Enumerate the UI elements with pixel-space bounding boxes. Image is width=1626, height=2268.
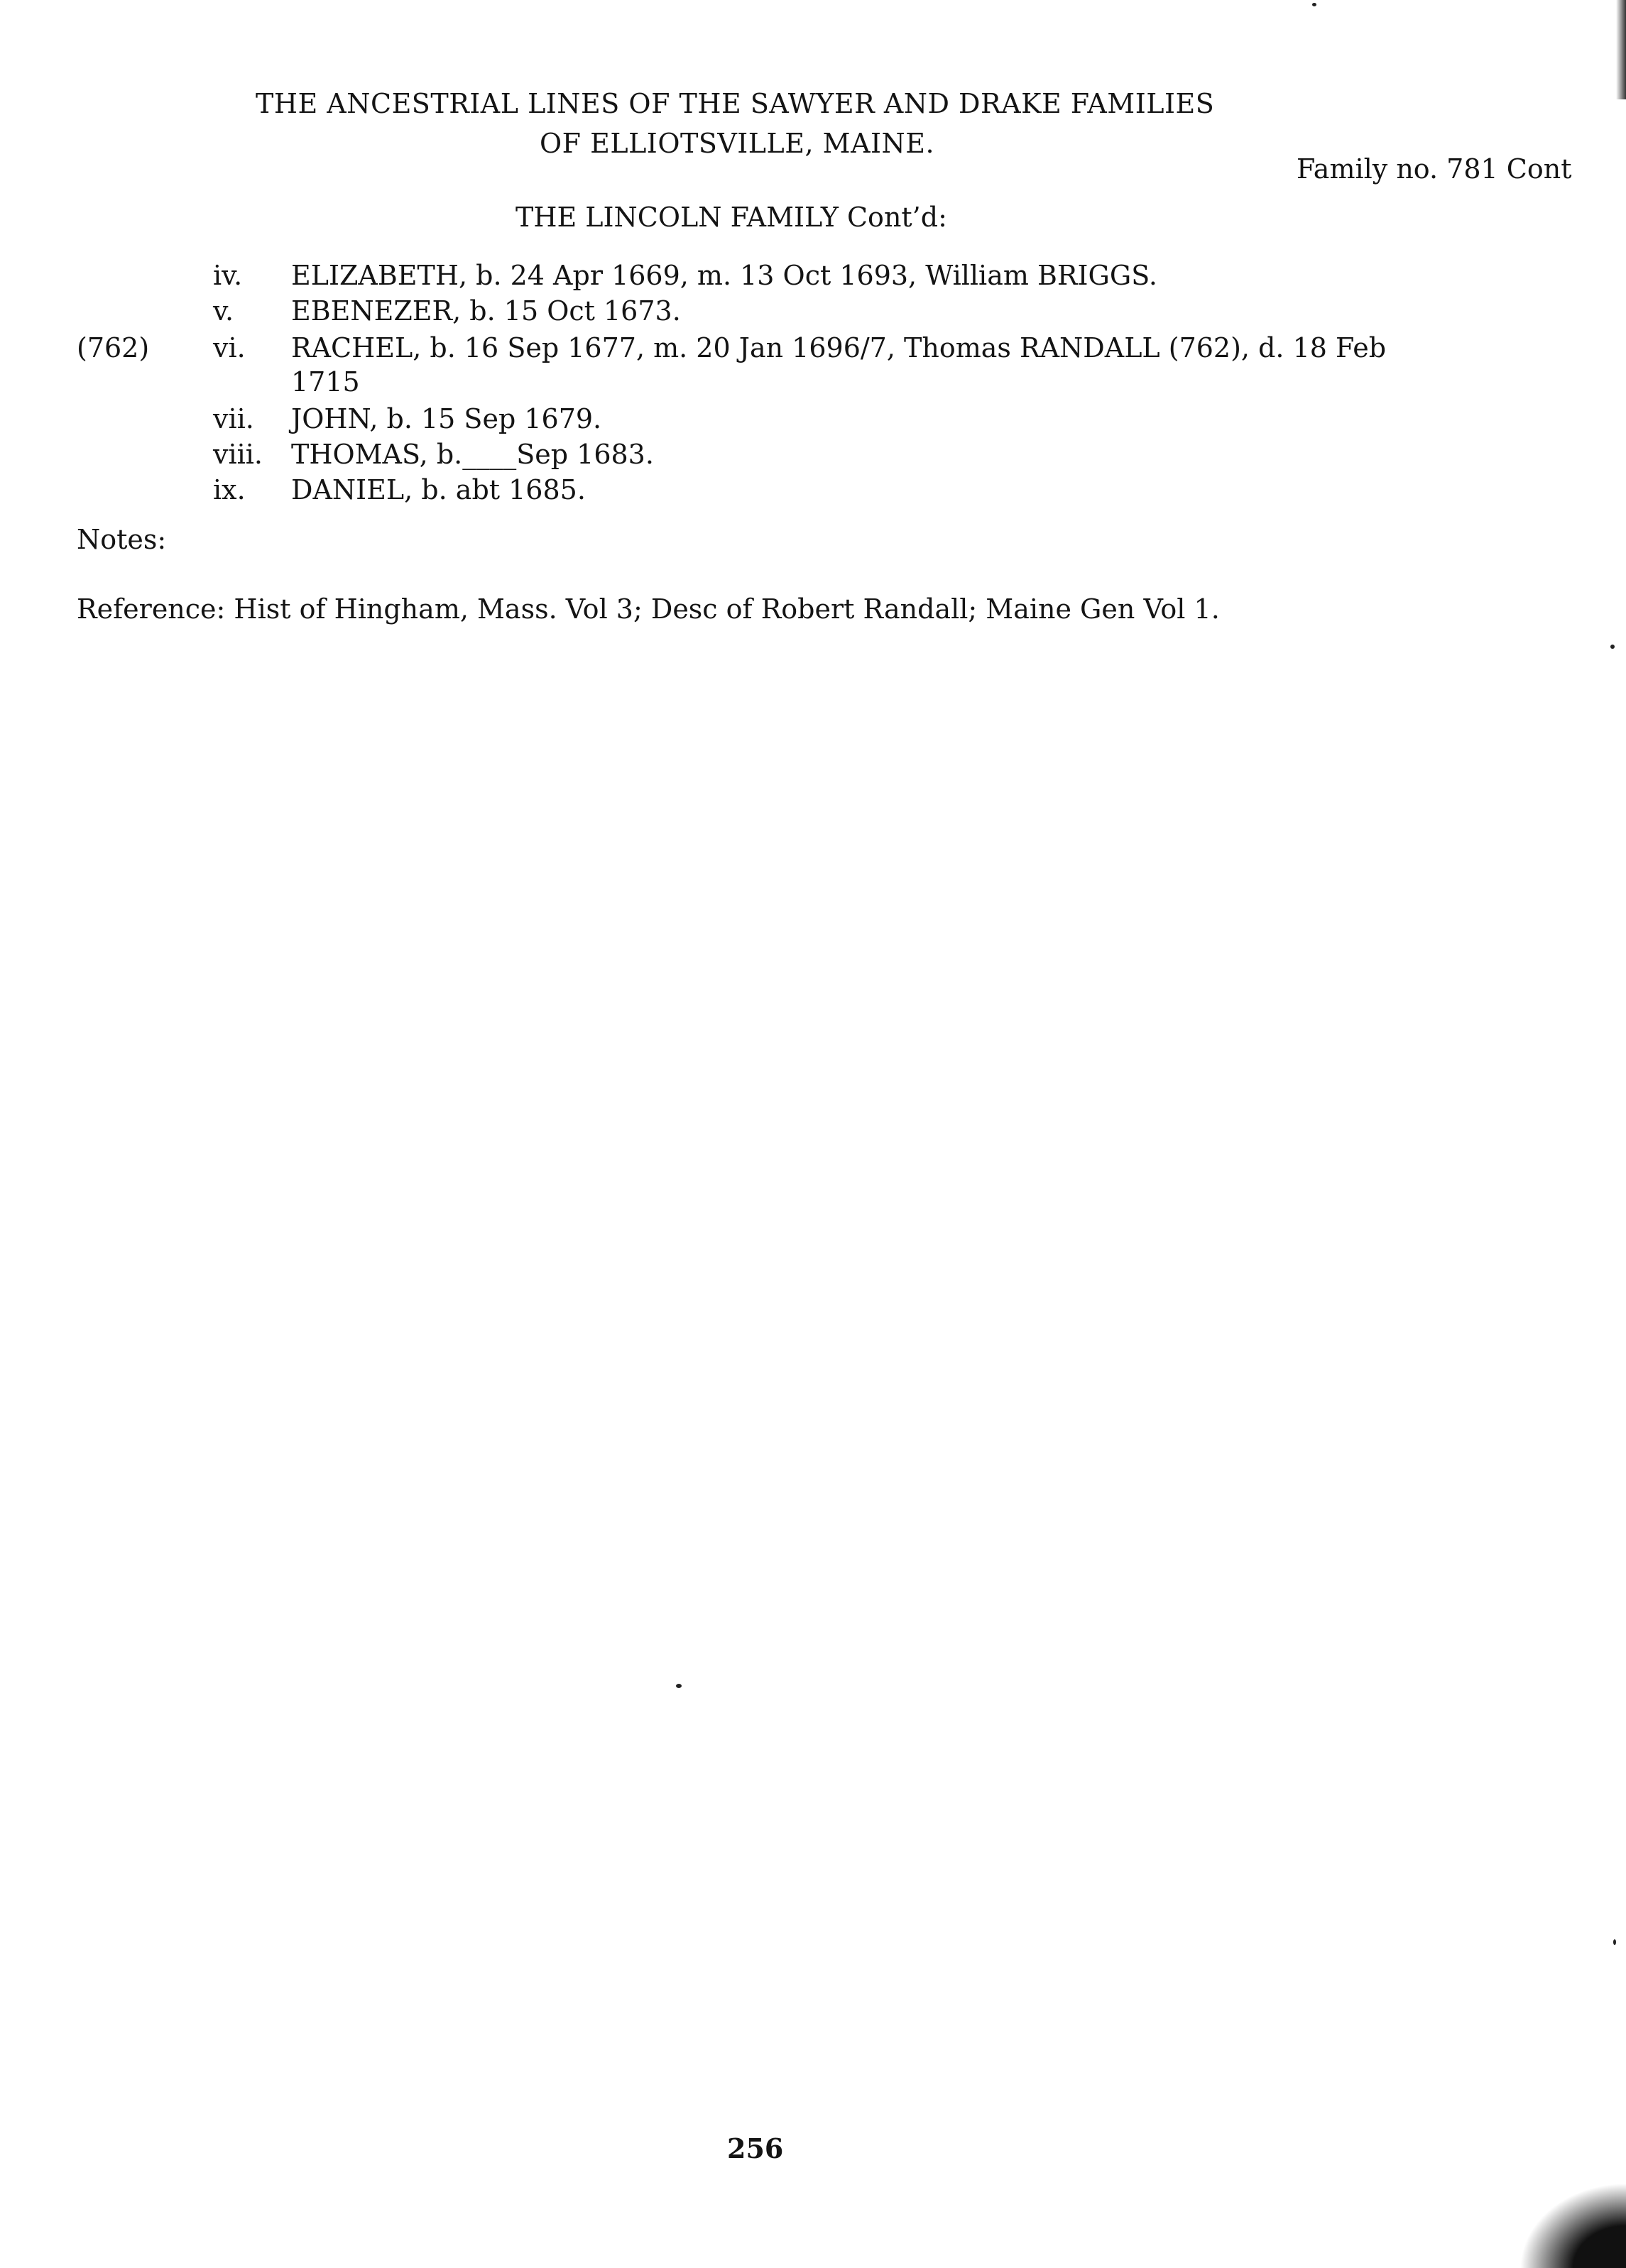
child-entry-continuation: 1715 [291, 366, 360, 398]
child-entry: ELIZABETH, b. 24 Apr 1669, m. 13 Oct 1693, William BRIGGS. [291, 260, 1157, 291]
child-numeral: iv. [213, 260, 243, 291]
notes-label: Notes: [77, 524, 167, 555]
scan-speck [676, 1684, 682, 1688]
family-number: Family no. 781 Cont [1297, 153, 1572, 185]
child-entry: JOHN, b. 15 Sep 1679. [291, 403, 602, 434]
child-reference-number: (762) [77, 332, 150, 363]
scan-edge-shadow [1616, 0, 1626, 99]
scan-speck [1610, 645, 1615, 649]
child-numeral: viii. [213, 439, 263, 470]
reference-line: Reference: Hist of Hingham, Mass. Vol 3; Desc of Robert Randall; Maine Gen Vol 1. [77, 593, 1220, 625]
child-entry: DANIEL, b. abt 1685. [291, 474, 586, 505]
child-numeral: v. [213, 295, 234, 327]
scan-speck [1312, 3, 1316, 6]
child-numeral: ix. [213, 474, 246, 505]
scan-speck [1613, 1939, 1616, 1945]
document-title-line2: OF ELLIOTSVILLE, MAINE. [540, 128, 935, 159]
scan-corner-shadow [1519, 2183, 1626, 2268]
document-title-line1: THE ANCESTRIAL LINES OF THE SAWYER AND DRAKE FAMILIES [256, 88, 1215, 119]
child-numeral: vii. [213, 403, 254, 434]
child-numeral: vi. [213, 332, 246, 363]
section-title: THE LINCOLN FAMILY Cont’d: [515, 202, 947, 233]
child-entry: EBENEZER, b. 15 Oct 1673. [291, 295, 681, 327]
child-entry: RACHEL, b. 16 Sep 1677, m. 20 Jan 1696/7, Thomas RANDALL (762), d. 18 Feb [291, 332, 1387, 363]
child-entry: THOMAS, b.____Sep 1683. [291, 439, 654, 470]
page-number: 256 [727, 2132, 784, 2164]
